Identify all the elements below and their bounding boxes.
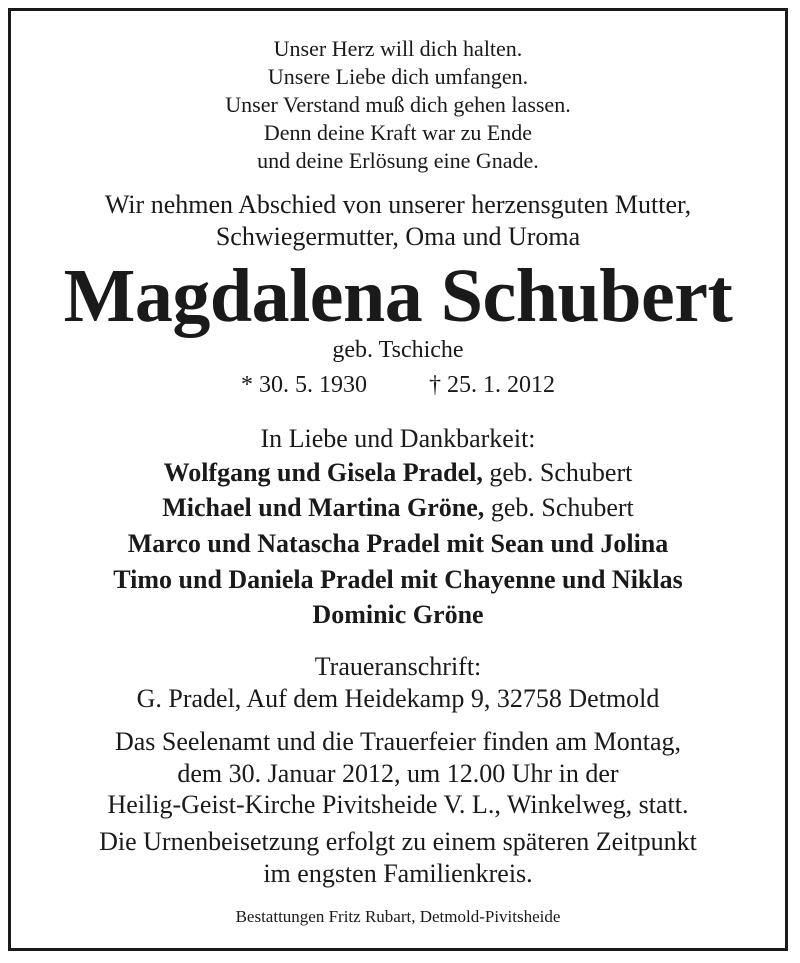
mourner-line: [8, 567, 788, 593]
undertaker: Bestattungen Fritz Rubart, Detmold-Pivitsheide: [235, 907, 561, 926]
address-value: G. Pradel, Auf dem Heidekamp 9, 32758 Detmold: [136, 684, 660, 713]
deceased-name: Magdalena Schubert: [63, 254, 733, 338]
mourner-names: Michael und Martina Gröne,: [162, 493, 485, 522]
mourner-note: geb. Schubert: [484, 493, 634, 522]
maiden-name: geb. Tschiche: [332, 337, 464, 363]
poem-line: Unsere Liebe dich umfangen.: [267, 64, 529, 89]
mourner-names: Timo und Daniela Pradel mit Chayenne und Niklas: [113, 565, 683, 594]
birth-date: * 30. 5. 1930: [241, 372, 367, 398]
address-label: Traueranschrift:: [314, 652, 482, 681]
burial-line: Die Urnenbeisetzung erfolgt zu einem späteren Zeitpunkt: [99, 827, 697, 856]
mourner-line: [8, 602, 788, 628]
service-line: Heilig-Geist-Kirche Pivitsheide V. L., Winkelweg, statt.: [107, 790, 689, 819]
poem-line: Denn deine Kraft war zu Ende: [263, 120, 533, 145]
life-dates: [8, 373, 788, 397]
burial-line: im engsten Familienkreis.: [263, 859, 533, 888]
poem-line: und deine Erlösung eine Gnade.: [257, 148, 539, 173]
mourner-line: [8, 531, 788, 557]
mourner-names: Dominic Gröne: [312, 600, 484, 629]
mourner-names: Wolfgang und Gisela Pradel,: [163, 458, 483, 487]
mourners-heading: In Liebe und Dankbarkeit:: [260, 424, 536, 453]
mourner-names: Marco und Natascha Pradel mit Sean und Jolina: [127, 529, 669, 558]
intro-line: Schwiegermutter, Oma und Uroma: [215, 222, 581, 251]
mourner-line: [8, 495, 788, 521]
service-line: dem 30. Januar 2012, um 12.00 Uhr in der: [177, 759, 619, 788]
poem-line: Unser Verstand muß dich gehen lassen.: [225, 92, 571, 117]
mourner-line: [8, 460, 788, 486]
intro-line: Wir nehmen Abschied von unserer herzensguten Mutter,: [104, 190, 692, 219]
mourner-note: geb. Schubert: [482, 458, 633, 487]
obituary-notice: [8, 8, 788, 951]
death-date: † 25. 1. 2012: [429, 372, 555, 398]
service-line: Das Seelenamt und die Trauerfeier finden am Montag,: [114, 727, 682, 756]
poem-line: Unser Herz will dich halten.: [273, 36, 523, 61]
